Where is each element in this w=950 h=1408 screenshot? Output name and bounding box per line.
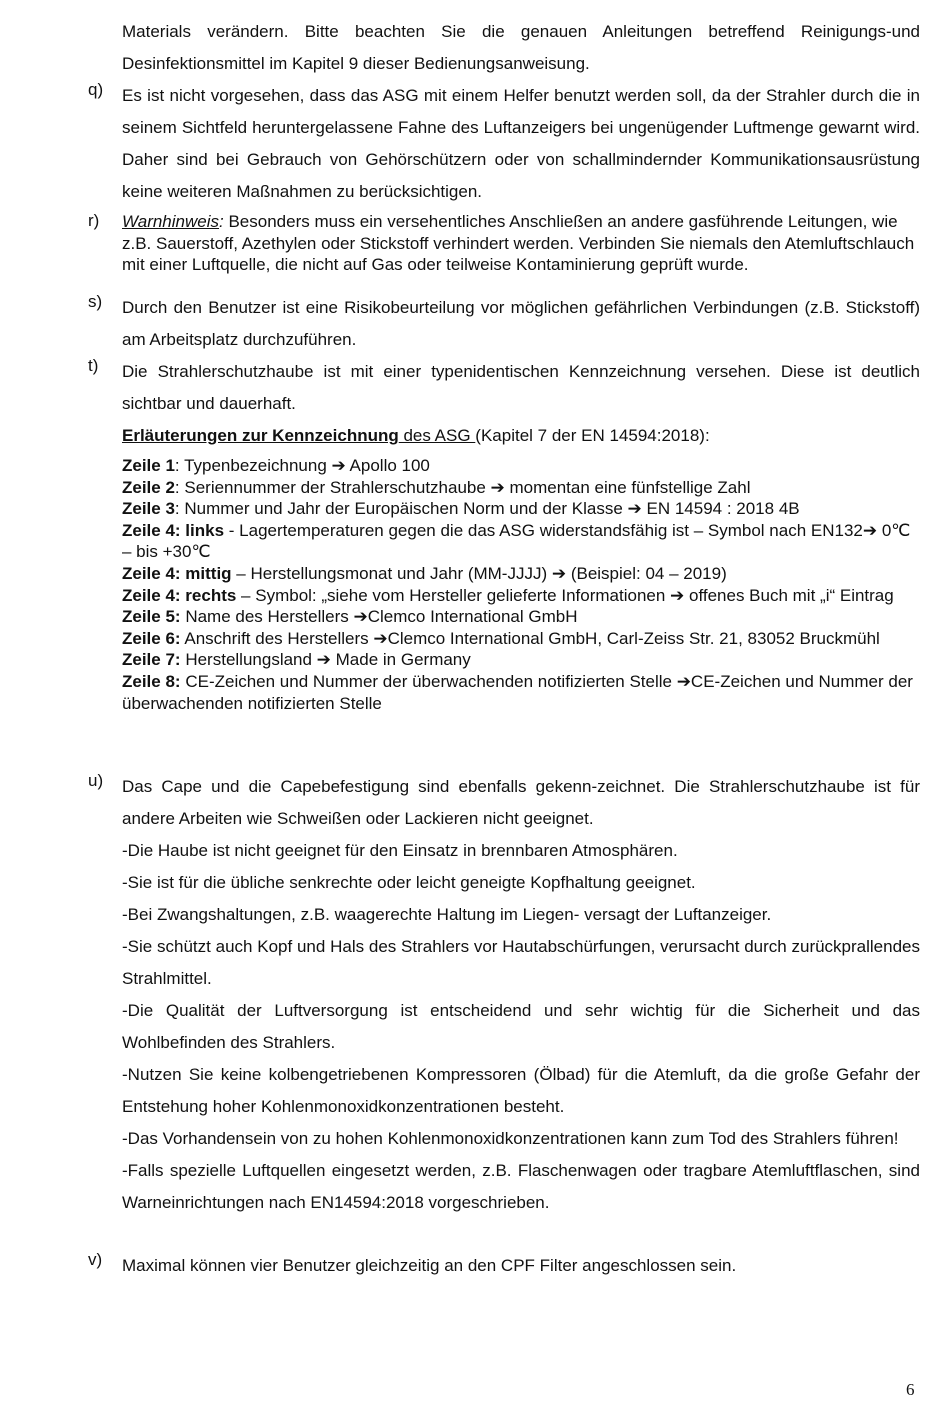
item-u-line: -Das Vorhandensein von zu hohen Kohlenmonoxidkonzentrationen kann zum Tod des Strahlers führen! [122, 1129, 899, 1148]
item-u-line: -Bei Zwangshaltungen, z.B. waagerechte Haltung im Liegen- versagt der Luftanzeiger. [122, 905, 772, 924]
item-u-line: -Die Haube ist nicht geeignet für den Einsatz in brennbaren Atmosphären. [122, 841, 678, 860]
item-u-line: -Nutzen Sie keine kolbengetriebenen Kompressoren (Ölbad) für die Atemluft, da die große Gefahr der Entstehung hoher Kohlenmonoxidkonzentrationen besteht. [122, 1065, 920, 1116]
marking-list [122, 455, 920, 714]
item-label: t) [88, 356, 99, 375]
marking-row: Zeile 7: Herstellungsland ➔ Made in Germany [122, 650, 471, 670]
item-u-line: -Sie schützt auch Kopf und Hals des Strahlers vor Hautabschürfungen, verursacht durch zurückprallendes Strahlmittel. [122, 937, 920, 988]
item-text [122, 356, 920, 452]
warning-colon: : [219, 212, 224, 231]
item-text: Durch den Benutzer ist eine Risikobeurteilung vor möglichen gefährlichen Verbindungen (z.B. Stickstoff) am Arbeitsplatz durchzuführen. [122, 298, 920, 349]
item-text [122, 211, 920, 276]
item-label: v) [88, 1250, 103, 1269]
item-u-line: -Die Qualität der Luftversorgung ist entscheidend und sehr wichtig für die Sicherheit und das Wohlbefinden des Strahlers. [122, 1001, 920, 1052]
marking-row: Zeile 5: Name des Herstellers ➔Clemco International GmbH [122, 607, 578, 627]
item-text: Maximal können vier Benutzer gleichzeitig an den CPF Filter angeschlossen sein. [122, 1256, 737, 1275]
marking-heading: Erläuterungen zur Kennzeichnung des ASG (Kapitel 7 der EN 14594:2018): [122, 426, 710, 445]
warning-text: Besonders muss ein versehentliches Anschließen an andere gasführende Leitungen, wie z.B. Sauerstoff, Azethylen oder Stickstoff verhindert werden. Verbinden Sie niemals den Atemluftschlauch mit einer Luftquelle, die nicht auf Gas oder teilweise Kontaminierung geprüft wurde. [122, 212, 915, 274]
item-text [122, 771, 920, 1219]
page-number: 6 [906, 1380, 915, 1399]
marking-row: Zeile 8: CE-Zeichen und Nummer der überwachenden notifizierten Stelle ➔CE-Zeichen und Nummer der überwachenden notifizierten Stelle [122, 671, 913, 713]
item-u-line: -Falls spezielle Luftquellen eingesetzt werden, z.B. Flaschenwagen oder tragbare Atemluftflaschen, sind Warneinrichtungen nach EN14594:2018 vorgeschrieben. [122, 1161, 920, 1212]
item-text: Es ist nicht vorgesehen, dass das ASG mit einem Helfer benutzt werden soll, da der Strahler durch die in seinem Sichtfeld heruntergelassene Fahne des Luftanzeigers bei ungenügender Luftmenge gewarnt wird. Daher sind bei Gebrauch von Gehörschützern oder von schallmindernder Kommunikationsausrüstung keine weiteren Maßnahmen zu berücksichtigen. [122, 86, 920, 201]
item-u-line: -Sie ist für die übliche senkrechte oder leicht geneigte Kopfhaltung geeignet. [122, 873, 696, 892]
marking-row: Zeile 6: Anschrift des Herstellers ➔Clemco International GmbH, Carl-Zeiss Str. 21, 83052 Bruckmühl [122, 628, 880, 648]
item-label: r) [88, 211, 100, 230]
marking-row: Zeile 4: rechts – Symbol: „siehe vom Hersteller gelieferte Informationen ➔ offenes Buch mit „i“ Eintrag [122, 585, 894, 605]
item-u-text: Das Cape und die Capebefestigung sind ebenfalls gekenn-zeichnet. Die Strahlerschutzhaube ist für andere Arbeiten wie Schweißen oder Lackieren nicht geeignet. [122, 777, 920, 828]
marking-row: Zeile 4: mittig – Herstellungsmonat und Jahr (MM-JJJJ) ➔ (Beispiel: 04 – 2019) [122, 563, 727, 583]
marking-row: Zeile 1: Typenbezeichnung ➔ Apollo 100 [122, 456, 430, 475]
marking-row: Zeile 4: links - Lagertemperaturen gegen die das ASG widerstandsfähig ist – Symbol nach EN132➔ 0℃ – bis +30℃ [122, 520, 911, 562]
marking-row: Zeile 3: Nummer und Jahr der Europäischen Norm und der Klasse ➔ EN 14594 : 2018 4B [122, 499, 800, 519]
item-label: s) [88, 292, 103, 311]
continuation-paragraph [122, 16, 920, 80]
item-label: u) [88, 771, 104, 790]
marking-row: Zeile 2: Seriennummer der Strahlerschutzhaube ➔ momentan eine fünfstellige Zahl [122, 477, 751, 497]
warning-label: Warnhinweis [122, 212, 220, 231]
item-t-text: Die Strahlerschutzhaube ist mit einer typenidentischen Kennzeichnung versehen. Diese ist deutlich sichtbar und dauerhaft. [122, 362, 920, 413]
continuation-text: Materials verändern. Bitte beachten Sie die genauen Anleitungen betreffend Reinigungs-und Desinfektionsmittel im Kapitel 9 dieser Bedienungsanweisung. [122, 22, 920, 73]
item-label: q) [88, 80, 104, 99]
